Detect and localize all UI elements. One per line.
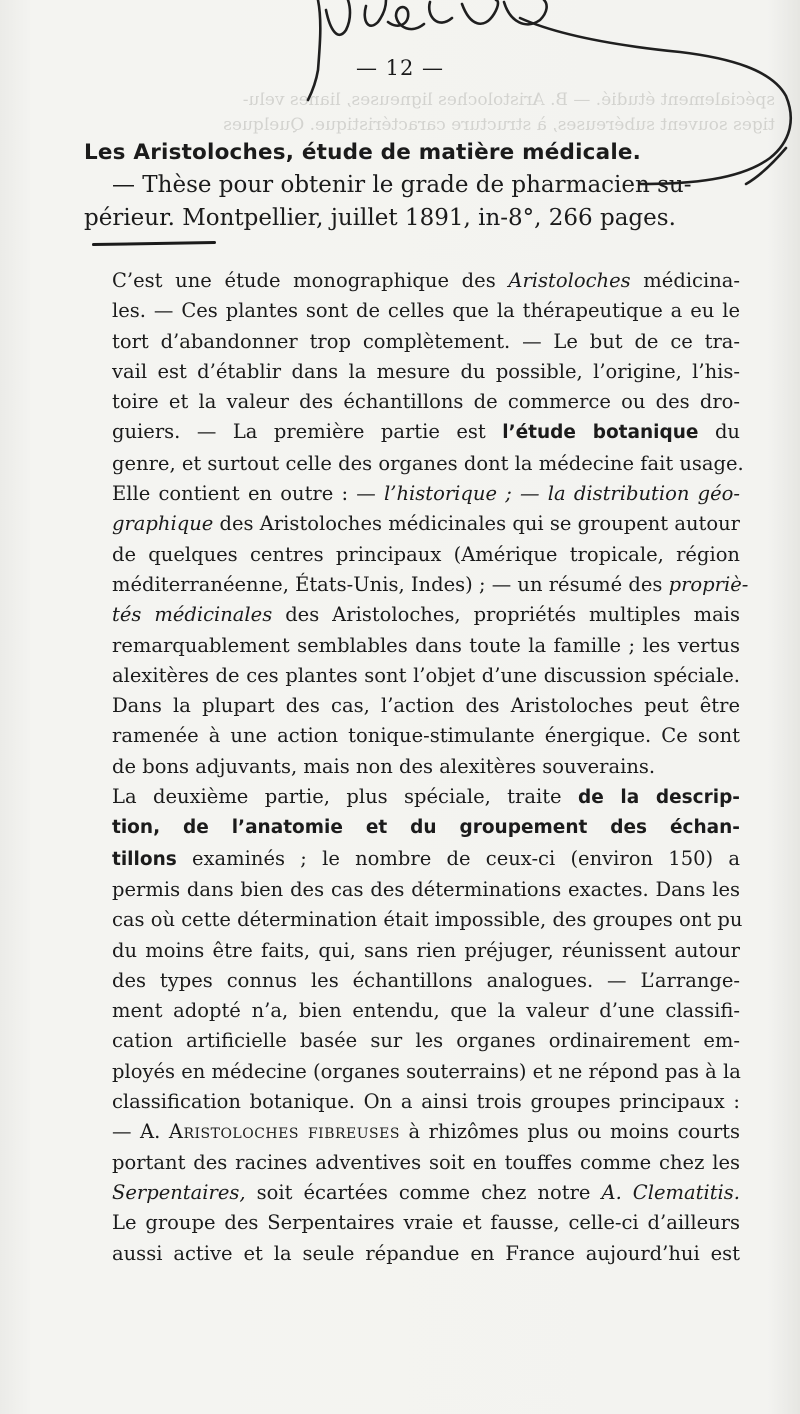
italic-run: Aristoloches [508,269,631,292]
text-line: ment adopté n’a, bien entendu, que la valeur d’une classifi- [112,999,740,1023]
text-line: alexitères de ces plantes sont l’objet d’une discussion spéciale. [112,663,740,687]
bold-run: tillons [112,848,177,870]
italic-run: propriè- [668,572,749,596]
italic-run: tés médicinales [112,603,273,627]
text-line: les. — Ces plantes sont de celles que la thérapeutique a eu le [112,299,740,323]
hand-drawn-underline [92,241,216,246]
bibliographic-heading [84,136,734,235]
bold-run: de la descrip- [577,787,740,809]
italic-run: graphique [112,512,214,536]
paragraph-2 [88,782,743,1269]
text-run: méditerranéenne, États-Unis, Indes) ; — un résumé des [112,572,669,596]
text-line: aussi active et la seule répandue en France aujourd’hui est [112,1241,740,1265]
text-run: à rhizômes plus ou moins courts [399,1120,740,1144]
text-run: médicina- [630,269,740,292]
heading-line-2: — Thèse pour obtenir le grade de pharmacien su- [112,172,692,198]
text-run: soit écartées comme chez notre [245,1180,602,1204]
text-line: vail est d’établir dans la mesure du possible, l’origine, l’his- [112,359,740,383]
text-run: — A. [112,1120,169,1144]
text-run: C’est une étude monographique des [112,269,509,292]
text-line: des types connus les échantillons analogues. — L’arrange- [112,968,740,992]
text-line: genre, et surtout celle des organes dont la médecine fait usage. [112,451,744,475]
bold-line: tion, de l’anatomie et du groupement des échan- [112,817,740,839]
text-line: de bons adjuvants, mais non des alexitères souverains. [112,754,656,778]
italic-run: A. Clematitis. [601,1180,740,1204]
text-line: Dans la plupart des cas, l’action des Aristoloches peut être [112,694,740,718]
page-number: — 12 — [355,56,445,80]
text-line: Le groupe des Serpentaires vraie et fausse, celle-ci d’ailleurs [112,1211,740,1235]
text-run: examinés ; le nombre de ceux-ci (environ 150) a [176,846,740,870]
text-run: guiers. — La première partie est [112,420,503,444]
small-caps-run: Aristoloches fibreuses [168,1120,400,1144]
text-line: de quelques centres principaux (Amérique tropicale, région [112,542,740,566]
body-text [88,266,749,1269]
paragraph-1 [88,266,749,782]
text-run: des Aristoloches médicinales qui se groupent autour [213,512,740,536]
text-line: remarquablement semblables dans toute la famille ; les vertus [112,633,740,657]
bold-run: l’étude botanique [502,422,699,444]
italic-run: Serpentaires, [112,1180,246,1204]
text-run: Elle contient en outre : — [112,482,385,506]
text-line: classification botanique. On a ainsi trois groupes principaux : [112,1090,740,1114]
bleed-through-text: spécialement étudié. — B. Aristoloches ligneuses, lianes velu- tiges souvent subéreuses, à structure caractéristique. Quelques [223,90,775,135]
text-line: ramenée à une action tonique-stimulante énergique. Ce sont [112,724,740,748]
heading-title: Les Aristoloches, étude de matière médicale. [84,140,642,165]
heading-line-3: périeur. Montpellier, juillet 1891, in-8°, 266 pages. [84,205,676,231]
text-line: toire et la valeur des échantillons de commerce ou des dro- [112,390,740,414]
text-line: tort d’abandonner trop complètement. — Le but de ce tra- [112,329,740,353]
text-line: du moins être faits, qui, sans rien préjuger, réunissent autour [112,938,740,962]
text-line: cas où cette détermination était impossible, des groupes ont pu [112,908,743,932]
italic-run: l’historique ; — la distribution géo- [384,482,740,506]
text-run: La deuxième partie, plus spéciale, traite [112,785,578,809]
text-line: ployés en médecine (organes souterrains) et ne répond pas à la [112,1059,741,1083]
text-line: portant des racines adventives soit en touffes comme chez les [112,1150,740,1174]
text-line: cation artificielle basée sur les organes ordinairement em- [112,1029,740,1053]
text-run: du [698,420,740,444]
text-line: permis dans bien des cas des déterminations exactes. Dans les [112,877,740,901]
text-run: des Aristoloches, propriétés multiples mais [272,603,740,627]
